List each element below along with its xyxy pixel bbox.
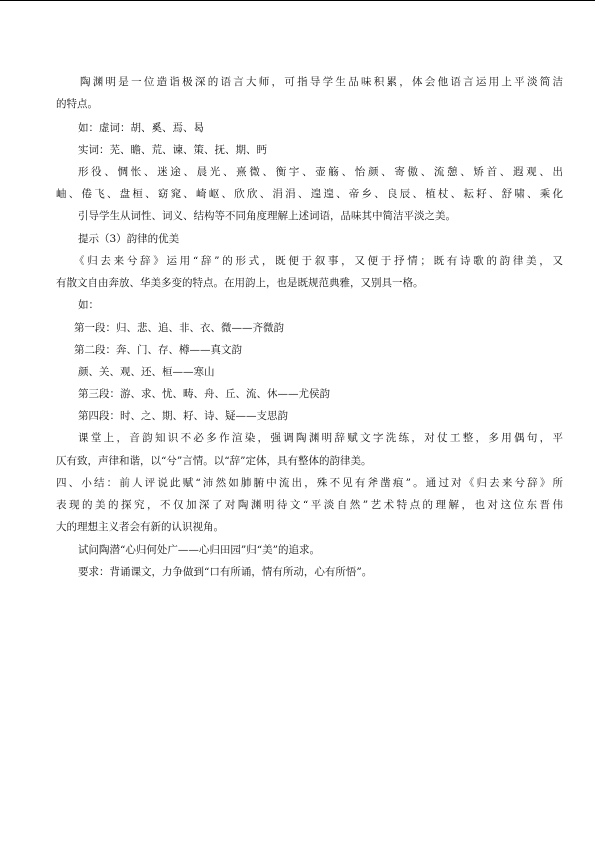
paragraph-line: 如： bbox=[78, 299, 99, 311]
paragraph-line: 《归去来兮辞》运用“辞”的形式，既便于叙事，又便于抒情；既有诗歌的韵律美，又 bbox=[74, 255, 563, 267]
paragraph-line: 有散文自由奔放、华美多变的特点。在用韵上，也是既规范典雅，又别具一格。 bbox=[56, 277, 424, 289]
rhyme-line: 第二段：奔、门、存、樽——真文韵 bbox=[74, 344, 242, 356]
paragraph-line: 如：虚词：胡、奚、焉、曷 bbox=[78, 122, 204, 134]
paragraph-line: 的特点。 bbox=[56, 98, 98, 110]
paragraph-line: 大的理想主义者会有新的认识视角。 bbox=[56, 521, 224, 533]
paragraph-line: 陶渊明是一位造诣极深的语言大师，可指导学生品味积累，体会他语言运用上平淡简洁 bbox=[80, 76, 563, 88]
paragraph-line: 试问陶潜“心归何处广——心归田园”归“美”的追求。 bbox=[78, 544, 320, 556]
paragraph-line: 实词：芜、瞻、荒、谏、策、抚、期、眄 bbox=[78, 144, 267, 156]
paragraph-line: 形役、惆怅、迷途、晨光、熹微、衡宇、壶觞、怡颜、寄傲、流憩、矫首、遐观、出 bbox=[78, 166, 563, 178]
rhyme-line: 第三段：游、求、忧、畴、舟、丘、流、休——尤侯韵 bbox=[78, 388, 330, 400]
paragraph-line: 引导学生从词性、词义、结构等不同角度理解上述词语，品味其中简洁平淡之美。 bbox=[78, 210, 456, 222]
paragraph-line: 岫、倦飞、盘桓、窈窕、崎岖、欣欣、涓涓、遑遑、帝乡、良辰、植杖、耘耔、舒啸、乘化 bbox=[56, 188, 563, 200]
requirement-line: 要求：背诵课文，力争做到“口有所诵，情有所动，心有所悟”。 bbox=[78, 566, 373, 578]
paragraph-line: 表现的美的探究，不仅加深了对陶渊明待文“平淡自然”艺术特点的理解，也对这位东晋伟 bbox=[56, 499, 563, 511]
rhyme-line: 第四段：时、之、期、耔、诗、疑——支思韵 bbox=[78, 410, 288, 422]
rhyme-line: 第一段：归、悲、追、非、衣、微——齐微韵 bbox=[74, 322, 284, 334]
paragraph-line: 仄有致，声律和谐，以“兮”言情。以“辞”定体，具有整体的韵律美。 bbox=[56, 455, 372, 467]
section-heading: 提示（3）韵律的优美 bbox=[78, 233, 180, 245]
rhyme-line: 颜、关、观、还、桓——寒山 bbox=[78, 366, 215, 378]
paragraph-line: 课堂上，音韵知识不必多作渲染，强调陶渊明辞赋文字洗练，对仗工整，多用偶句，平 bbox=[78, 432, 563, 444]
summary-line: 四、小结：前人评说此赋“沛然如肺腑中流出，殊不见有斧凿痕”。通过对《归去来兮辞》所 bbox=[56, 477, 563, 489]
